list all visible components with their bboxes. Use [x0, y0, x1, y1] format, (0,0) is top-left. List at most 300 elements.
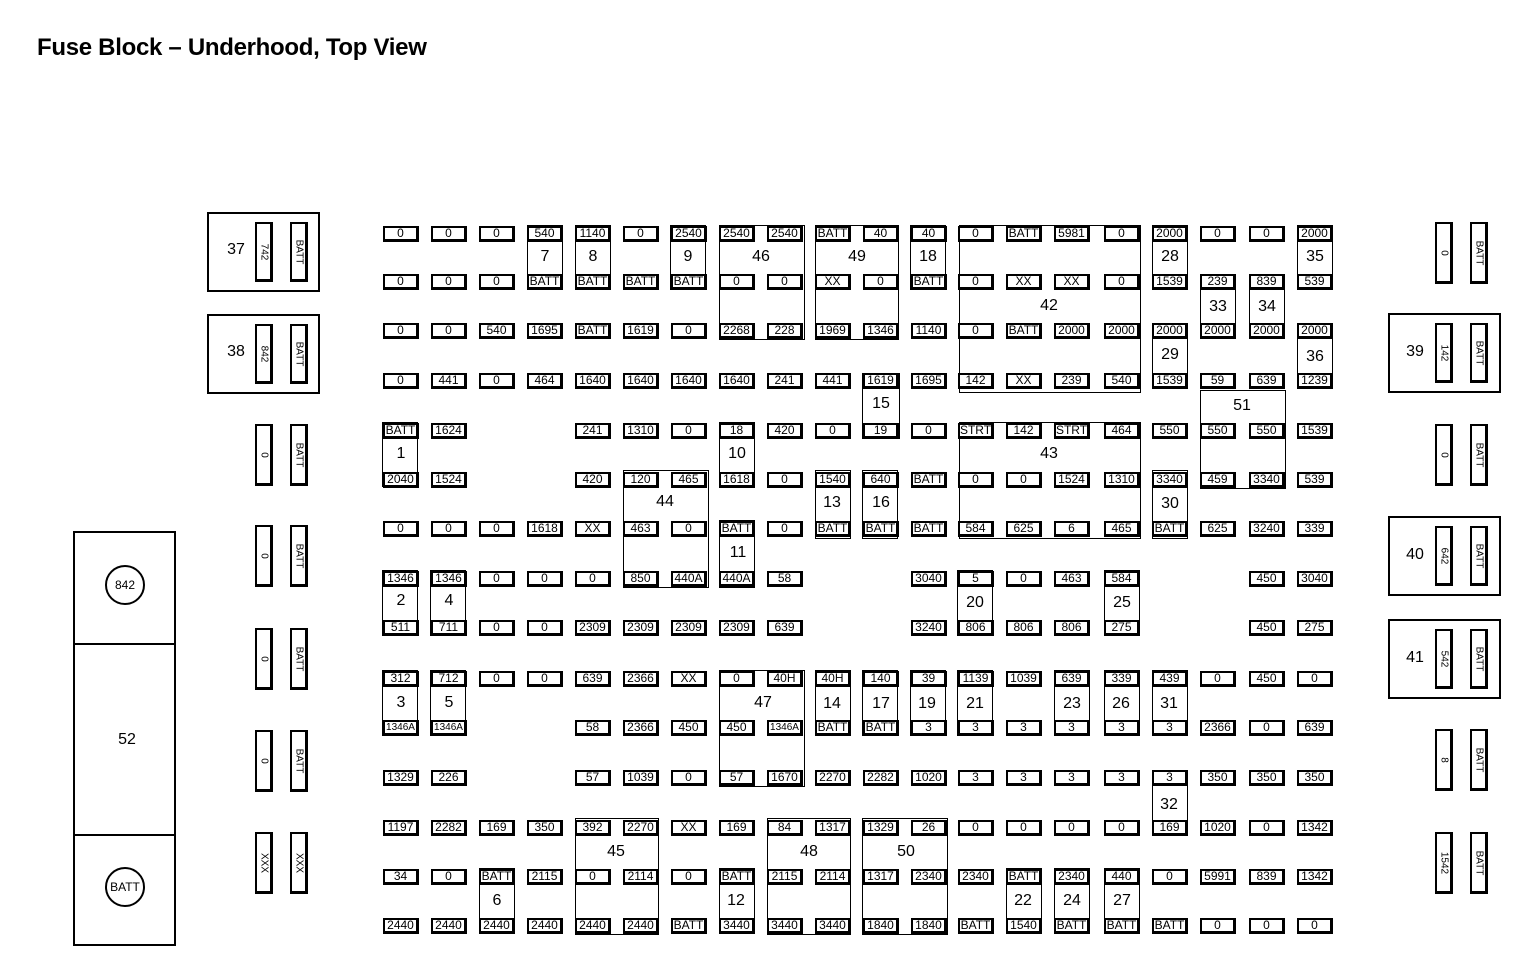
- terminal-r13-c16: 0: [1152, 869, 1188, 885]
- fuse-number-7: 7: [540, 248, 550, 265]
- terminal-r6-c16: BATT: [1152, 521, 1188, 537]
- terminal-r6-c19: 339: [1297, 521, 1333, 537]
- terminal-r2-c13: BATT: [1006, 323, 1042, 339]
- terminal-r3-c17: 59: [1200, 373, 1236, 389]
- relay-40-terminal-batt: [1470, 526, 1488, 586]
- terminal-r5-c8: 0: [767, 472, 803, 488]
- terminal-r4-c15: 464: [1104, 423, 1140, 439]
- terminal-r4-c0: BATT: [383, 423, 419, 439]
- terminal-r13-c0: 34: [383, 869, 419, 885]
- terminal-r8-c5: 2309: [623, 620, 659, 636]
- terminal-r10-c18: 0: [1249, 720, 1285, 736]
- left-vterm-a-3: [255, 730, 273, 792]
- terminal-r11-c15: 3: [1104, 770, 1140, 786]
- terminal-r7-c7: 440A: [719, 571, 755, 587]
- terminal-r9-c16: 439: [1152, 671, 1188, 687]
- vterm-label: 0: [258, 757, 269, 764]
- vterm-label: 0: [258, 552, 269, 559]
- fuse-number-9: 9: [683, 248, 693, 265]
- fuse-number-46: 46: [752, 248, 770, 265]
- left-vterm-a-1: [255, 525, 273, 587]
- terminal-r4-c14: STRT: [1054, 423, 1090, 439]
- terminal-r0-c8: 2540: [767, 226, 803, 242]
- relay-inner-label: 742: [258, 243, 269, 260]
- terminal-r2-c14: 2000: [1054, 323, 1090, 339]
- fuse-number-3: 3: [396, 694, 406, 711]
- terminal-r14-c15: BATT: [1104, 918, 1140, 934]
- terminal-r2-c5: 1619: [623, 323, 659, 339]
- terminal-r0-c12: 0: [958, 226, 994, 242]
- relay-batt-label: BATT: [293, 341, 304, 366]
- terminal-r11-c16: 3: [1152, 770, 1188, 786]
- terminal-r3-c8: 241: [767, 373, 803, 389]
- terminal-r1-c8: 0: [767, 274, 803, 290]
- terminal-r8-c11: 3240: [911, 620, 947, 636]
- terminal-r12-c11: 26: [911, 820, 947, 836]
- terminal-r6-c6: 0: [671, 521, 707, 537]
- terminal-r11-c14: 3: [1054, 770, 1090, 786]
- terminal-r8-c14: 806: [1054, 620, 1090, 636]
- terminal-r4-c16: 550: [1152, 423, 1188, 439]
- terminal-r14-c18: 0: [1249, 918, 1285, 934]
- terminal-r6-c4: XX: [575, 521, 611, 537]
- terminal-r0-c10: 40: [863, 226, 899, 242]
- terminal-r2-c17: 2000: [1200, 323, 1236, 339]
- terminal-r9-c18: 450: [1249, 671, 1285, 687]
- terminal-r9-c13: 1039: [1006, 671, 1042, 687]
- terminal-r4-c10: 19: [863, 423, 899, 439]
- fuse-number-31: 31: [1160, 695, 1178, 712]
- mega-fuse-divider-bottom: [73, 834, 176, 836]
- relay-batt-label: BATT: [1473, 340, 1484, 365]
- vterm-label: BATT: [293, 748, 304, 773]
- vterm-label: 1542: [1438, 851, 1449, 874]
- terminal-r10-c15: 3: [1104, 720, 1140, 736]
- terminal-r0-c1: 0: [431, 226, 467, 242]
- terminal-r7-c5: 850: [623, 571, 659, 587]
- left-vterm-a-0: [255, 424, 273, 486]
- fuse-number-47: 47: [754, 694, 772, 711]
- fuse-number-33: 33: [1209, 298, 1227, 315]
- terminal-r0-c3: 540: [527, 226, 563, 242]
- terminal-r3-c14: 239: [1054, 373, 1090, 389]
- fuse-outline-29: [719, 670, 805, 787]
- right-vterm-a-0: [1435, 222, 1453, 284]
- relay-41-terminal-batt: [1470, 629, 1488, 689]
- relay-number-41: 41: [1406, 649, 1424, 666]
- terminal-r3-c11: 1695: [911, 373, 947, 389]
- terminal-r1-c16: 1539: [1152, 274, 1188, 290]
- terminal-r1-c10: 0: [863, 274, 899, 290]
- terminal-r0-c6: 2540: [671, 226, 707, 242]
- terminal-r12-c4: 392: [575, 820, 611, 836]
- terminal-r2-c11: 1140: [911, 323, 947, 339]
- terminal-r12-c1: 2282: [431, 820, 467, 836]
- terminal-r13-c6: 0: [671, 869, 707, 885]
- left-vterm-a-4: [255, 832, 273, 894]
- terminal-r14-c19: 0: [1297, 918, 1333, 934]
- terminal-r4-c11: 0: [911, 423, 947, 439]
- relay-number-37: 37: [227, 241, 245, 258]
- right-vterm-b-3: [1470, 832, 1488, 894]
- terminal-r0-c18: 0: [1249, 226, 1285, 242]
- fuse-number-34: 34: [1258, 298, 1276, 315]
- terminal-r10-c6: 450: [671, 720, 707, 736]
- relay-38-terminal-batt: [290, 324, 308, 384]
- terminal-r0-c7: 2540: [719, 226, 755, 242]
- terminal-r2-c16: 2000: [1152, 323, 1188, 339]
- left-vterm-a-2: [255, 628, 273, 690]
- fuse-number-22: 22: [1014, 892, 1032, 909]
- terminal-r13-c3: 2115: [527, 869, 563, 885]
- terminal-r6-c12: 584: [958, 521, 994, 537]
- terminal-r11-c5: 1039: [623, 770, 659, 786]
- terminal-r14-c10: 1840: [863, 918, 899, 934]
- terminal-r7-c18: 450: [1249, 571, 1285, 587]
- fuse-number-43: 43: [1040, 445, 1058, 462]
- terminal-r13-c13: BATT: [1006, 869, 1042, 885]
- terminal-r10-c9: BATT: [815, 720, 851, 736]
- relay-number-40: 40: [1406, 546, 1424, 563]
- terminal-r14-c3: 2440: [527, 918, 563, 934]
- terminal-r3-c19: 1239: [1297, 373, 1333, 389]
- mega-fuse-number: 52: [118, 731, 136, 748]
- terminal-r9-c15: 339: [1104, 671, 1140, 687]
- terminal-r11-c6: 0: [671, 770, 707, 786]
- fuse-number-45: 45: [607, 843, 625, 860]
- fuse-number-1: 1: [396, 445, 406, 462]
- terminal-r14-c12: BATT: [958, 918, 994, 934]
- terminal-r8-c13: 806: [1006, 620, 1042, 636]
- terminal-r4-c18: 550: [1249, 423, 1285, 439]
- terminal-r9-c17: 0: [1200, 671, 1236, 687]
- terminal-r13-c12: 2340: [958, 869, 994, 885]
- terminal-r3-c1: 441: [431, 373, 467, 389]
- terminal-r13-c10: 1317: [863, 869, 899, 885]
- terminal-r12-c12: 0: [958, 820, 994, 836]
- terminal-r4-c13: 142: [1006, 423, 1042, 439]
- terminal-r6-c3: 1618: [527, 521, 563, 537]
- terminal-r8-c12: 806: [958, 620, 994, 636]
- terminal-r10-c4: 58: [575, 720, 611, 736]
- left-vterm-b-3: [290, 730, 308, 792]
- vterm-label: 0: [1438, 451, 1449, 458]
- terminal-r0-c0: 0: [383, 226, 419, 242]
- mega-fuse-divider-top: [73, 643, 176, 645]
- relay-37-terminal-batt: [290, 222, 308, 282]
- terminal-r2-c2: 540: [479, 323, 515, 339]
- terminal-r4-c4: 241: [575, 423, 611, 439]
- terminal-r7-c2: 0: [479, 571, 515, 587]
- fuse-outline-18: [623, 470, 709, 588]
- terminal-r12-c6: XX: [671, 820, 707, 836]
- terminal-r1-c19: 539: [1297, 274, 1333, 290]
- terminal-r4-c5: 1310: [623, 423, 659, 439]
- fuse-number-15: 15: [872, 395, 890, 412]
- terminal-r14-c13: 1540: [1006, 918, 1042, 934]
- terminal-r7-c14: 463: [1054, 571, 1090, 587]
- terminal-r7-c12: 5: [958, 571, 994, 587]
- terminal-r1-c17: 239: [1200, 274, 1236, 290]
- terminal-r11-c11: 1020: [911, 770, 947, 786]
- fuse-number-17: 17: [872, 695, 890, 712]
- terminal-r11-c19: 350: [1297, 770, 1333, 786]
- terminal-r10-c7: 450: [719, 720, 755, 736]
- terminal-r2-c0: 0: [383, 323, 419, 339]
- fuse-number-36: 36: [1306, 348, 1324, 365]
- terminal-r3-c9: 441: [815, 373, 851, 389]
- terminal-r2-c19: 2000: [1297, 323, 1333, 339]
- vterm-label: XXX: [293, 852, 304, 873]
- terminal-r13-c18: 839: [1249, 869, 1285, 885]
- terminal-r14-c0: 2440: [383, 918, 419, 934]
- vterm-label: 0: [258, 451, 269, 458]
- relay-inner-label: 542: [1438, 650, 1449, 667]
- terminal-r5-c19: 539: [1297, 472, 1333, 488]
- fuse-number-29: 29: [1161, 346, 1179, 363]
- relay-batt-label: BATT: [1473, 646, 1484, 671]
- terminal-r7-c4: 0: [575, 571, 611, 587]
- vterm-label: BATT: [293, 442, 304, 467]
- fuse-number-13: 13: [823, 494, 841, 511]
- terminal-r5-c10: 640: [863, 472, 899, 488]
- relay-inner-label: 642: [1438, 547, 1449, 564]
- right-vterm-b-1: [1470, 424, 1488, 486]
- fuse-number-16: 16: [872, 494, 890, 511]
- terminal-r12-c2: 169: [479, 820, 515, 836]
- terminal-r1-c1: 0: [431, 274, 467, 290]
- fuse-number-28: 28: [1161, 248, 1179, 265]
- terminal-r2-c12: 0: [958, 323, 994, 339]
- terminal-r10-c5: 2366: [623, 720, 659, 736]
- left-vterm-b-0: [290, 424, 308, 486]
- vterm-label: 0: [1438, 249, 1449, 256]
- terminal-r13-c15: 440: [1104, 869, 1140, 885]
- terminal-r5-c18: 3340: [1249, 472, 1285, 488]
- terminal-r7-c11: 3040: [911, 571, 947, 587]
- terminal-r9-c12: 1139: [958, 671, 994, 687]
- terminal-r1-c6: BATT: [671, 274, 707, 290]
- terminal-r4-c12: STRT: [958, 423, 994, 439]
- terminal-r1-c2: 0: [479, 274, 515, 290]
- terminal-r1-c13: XX: [1006, 274, 1042, 290]
- terminal-r12-c5: 2270: [623, 820, 659, 836]
- terminal-r11-c18: 350: [1249, 770, 1285, 786]
- fuse-number-5: 5: [444, 694, 454, 711]
- terminal-r5-c14: 1524: [1054, 472, 1090, 488]
- terminal-r14-c17: 0: [1200, 918, 1236, 934]
- fuse-number-49: 49: [848, 248, 866, 265]
- terminal-r4-c1: 1624: [431, 423, 467, 439]
- terminal-r13-c8: 2115: [767, 869, 803, 885]
- terminal-r3-c0: 0: [383, 373, 419, 389]
- terminal-r3-c4: 1640: [575, 373, 611, 389]
- terminal-r3-c5: 1640: [623, 373, 659, 389]
- terminal-r2-c1: 0: [431, 323, 467, 339]
- terminal-r6-c14: 6: [1054, 521, 1090, 537]
- terminal-r7-c13: 0: [1006, 571, 1042, 587]
- terminal-r1-c0: 0: [383, 274, 419, 290]
- relay-inner-label: 842: [258, 345, 269, 362]
- fuse-outline-38: [575, 818, 659, 935]
- terminal-r9-c14: 639: [1054, 671, 1090, 687]
- terminal-r6-c18: 3240: [1249, 521, 1285, 537]
- terminal-r10-c14: 3: [1054, 720, 1090, 736]
- fuse-outline-4: [815, 225, 899, 340]
- terminal-r14-c6: BATT: [671, 918, 707, 934]
- terminal-r5-c6: 465: [671, 472, 707, 488]
- terminal-r2-c3: 1695: [527, 323, 563, 339]
- terminal-r10-c17: 2366: [1200, 720, 1236, 736]
- terminal-r9-c1: 712: [431, 671, 467, 687]
- fuse-number-35: 35: [1306, 248, 1324, 265]
- terminal-r12-c16: 169: [1152, 820, 1188, 836]
- terminal-r9-c5: 2366: [623, 671, 659, 687]
- terminal-r12-c13: 0: [1006, 820, 1042, 836]
- terminal-r14-c14: BATT: [1054, 918, 1090, 934]
- terminal-r1-c5: BATT: [623, 274, 659, 290]
- terminal-r14-c11: 1840: [911, 918, 947, 934]
- terminal-r9-c4: 639: [575, 671, 611, 687]
- terminal-r13-c19: 1342: [1297, 869, 1333, 885]
- terminal-r11-c12: 3: [958, 770, 994, 786]
- terminal-r5-c7: 1618: [719, 472, 755, 488]
- terminal-r11-c13: 3: [1006, 770, 1042, 786]
- terminal-r1-c11: BATT: [911, 274, 947, 290]
- fuse-number-44: 44: [656, 493, 674, 510]
- right-vterm-a-1: [1435, 424, 1453, 486]
- terminal-r13-c1: 0: [431, 869, 467, 885]
- vterm-label: BATT: [293, 646, 304, 671]
- terminal-r9-c11: 39: [911, 671, 947, 687]
- terminal-r13-c11: 2340: [911, 869, 947, 885]
- fuse-number-18: 18: [919, 248, 937, 265]
- left-vterm-b-2: [290, 628, 308, 690]
- terminal-r4-c7: 18: [719, 423, 755, 439]
- terminal-r3-c6: 1640: [671, 373, 707, 389]
- relay-38-terminal-inner: [255, 324, 273, 384]
- terminal-r0-c2: 0: [479, 226, 515, 242]
- fuse-number-21: 21: [966, 695, 984, 712]
- terminal-r12-c3: 350: [527, 820, 563, 836]
- terminal-r9-c0: 312: [383, 671, 419, 687]
- terminal-r2-c15: 2000: [1104, 323, 1140, 339]
- terminal-r7-c1: 1346: [431, 571, 467, 587]
- terminal-r9-c10: 140: [863, 671, 899, 687]
- terminal-r8-c3: 0: [527, 620, 563, 636]
- terminal-r1-c3: BATT: [527, 274, 563, 290]
- left-vterm-b-4: [290, 832, 308, 894]
- terminal-r14-c4: 2440: [575, 918, 611, 934]
- terminal-r4-c17: 550: [1200, 423, 1236, 439]
- relay-37-terminal-inner: [255, 222, 273, 282]
- terminal-r0-c14: 5981: [1054, 226, 1090, 242]
- terminal-r7-c3: 0: [527, 571, 563, 587]
- terminal-r10-c1: 1346A: [431, 720, 467, 736]
- fuse-number-48: 48: [800, 843, 818, 860]
- terminal-r12-c17: 1020: [1200, 820, 1236, 836]
- terminal-r5-c11: BATT: [911, 472, 947, 488]
- terminal-r1-c4: BATT: [575, 274, 611, 290]
- terminal-r0-c11: 40: [911, 226, 947, 242]
- terminal-r13-c9: 2114: [815, 869, 851, 885]
- terminal-r11-c7: 57: [719, 770, 755, 786]
- terminal-r11-c17: 350: [1200, 770, 1236, 786]
- terminal-r10-c19: 639: [1297, 720, 1333, 736]
- fuse-number-50: 50: [897, 843, 915, 860]
- terminal-r8-c7: 2309: [719, 620, 755, 636]
- fuse-number-2: 2: [396, 592, 406, 609]
- terminal-r7-c8: 58: [767, 571, 803, 587]
- terminal-r7-c0: 1346: [383, 571, 419, 587]
- fuse-number-32: 32: [1160, 796, 1178, 813]
- relay-41-terminal-inner: [1435, 629, 1453, 689]
- relay-batt-label: BATT: [1473, 543, 1484, 568]
- fuse-number-24: 24: [1063, 892, 1081, 909]
- terminal-r7-c15: 584: [1104, 571, 1140, 587]
- terminal-r5-c9: 1540: [815, 472, 851, 488]
- fuse-number-23: 23: [1063, 695, 1081, 712]
- terminal-r5-c15: 1310: [1104, 472, 1140, 488]
- relay-inner-label: 142: [1438, 344, 1449, 361]
- terminal-r3-c13: XX: [1006, 373, 1042, 389]
- terminal-r3-c16: 1539: [1152, 373, 1188, 389]
- terminal-r6-c11: BATT: [911, 521, 947, 537]
- terminal-r8-c2: 0: [479, 620, 515, 636]
- fuse-number-25: 25: [1113, 594, 1131, 611]
- fuse-number-8: 8: [588, 248, 598, 265]
- terminal-r3-c15: 540: [1104, 373, 1140, 389]
- vterm-label: BATT: [1473, 442, 1484, 467]
- terminal-r13-c17: 5991: [1200, 869, 1236, 885]
- vterm-label: BATT: [1473, 850, 1484, 875]
- terminal-r11-c8: 1670: [767, 770, 803, 786]
- terminal-r2-c9: 1969: [815, 323, 851, 339]
- terminal-r10-c11: 3: [911, 720, 947, 736]
- relay-batt-label: BATT: [293, 239, 304, 264]
- terminal-r12-c9: 1317: [815, 820, 851, 836]
- terminal-r12-c18: 0: [1249, 820, 1285, 836]
- fuse-outline-40: [862, 818, 948, 935]
- terminal-r6-c1: 0: [431, 521, 467, 537]
- terminal-r5-c4: 420: [575, 472, 611, 488]
- relay-number-39: 39: [1406, 343, 1424, 360]
- terminal-r1-c12: 0: [958, 274, 994, 290]
- terminal-r9-c9: 40H: [815, 671, 851, 687]
- terminal-r8-c0: 511: [383, 620, 419, 636]
- terminal-r3-c3: 464: [527, 373, 563, 389]
- fuse-outline-39: [767, 818, 851, 935]
- terminal-r13-c14: 2340: [1054, 869, 1090, 885]
- terminal-r11-c0: 1329: [383, 770, 419, 786]
- terminal-r0-c13: BATT: [1006, 226, 1042, 242]
- terminal-r0-c5: 0: [623, 226, 659, 242]
- fuse-number-26: 26: [1112, 695, 1130, 712]
- terminal-r12-c7: 169: [719, 820, 755, 836]
- terminal-r13-c4: 0: [575, 869, 611, 885]
- terminal-r6-c15: 465: [1104, 521, 1140, 537]
- terminal-r14-c2: 2440: [479, 918, 515, 934]
- terminal-r0-c9: BATT: [815, 226, 851, 242]
- terminal-r8-c1: 711: [431, 620, 467, 636]
- vterm-label: 0: [258, 655, 269, 662]
- terminal-r11-c10: 2282: [863, 770, 899, 786]
- fuse-outline-17: [959, 422, 1141, 539]
- terminal-r10-c13: 3: [1006, 720, 1042, 736]
- fuse-number-51: 51: [1233, 397, 1251, 414]
- terminal-r2-c4: BATT: [575, 323, 611, 339]
- fuse-number-14: 14: [823, 695, 841, 712]
